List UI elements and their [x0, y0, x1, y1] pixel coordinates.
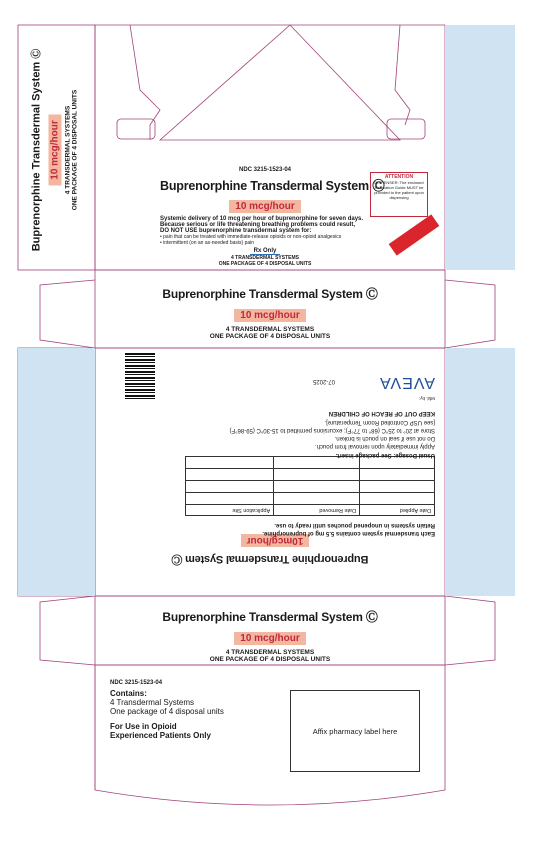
back-usual: Usual Dosage: See package insert. [335, 452, 435, 458]
attention-title: ATTENTION [384, 174, 414, 180]
back-mfr: Mfd. by: [418, 396, 435, 401]
back-panel [95, 348, 445, 596]
front-ndc: NDC 3215-1523-04 [238, 167, 292, 173]
table-header-cell: Date Removed [274, 505, 360, 516]
table-header-cell: Date Applied [360, 505, 435, 516]
front-desc3: DO NOT USE buprenorphine transdermal system for: [160, 228, 312, 234]
table-row [186, 493, 435, 505]
back-dose: 10mcg/hour [241, 534, 310, 547]
ciii-symbol: Ⓒ [372, 179, 385, 193]
bottom-flap-title: Buprenorphine Transdermal System Ⓒ [162, 610, 378, 624]
ciii-symbol: Ⓒ [365, 287, 378, 301]
bottom-use1: For Use in Opioid [110, 722, 177, 731]
blue-side-panel-left [18, 348, 95, 596]
front-rx: Rx Only [250, 248, 280, 255]
ciii-symbol: Ⓒ [31, 48, 43, 59]
table-header-row [186, 505, 435, 516]
middle-line2: ONE PACKAGE OF 4 DISPOSAL UNITS [209, 333, 331, 340]
front-dose: 10 mcg/hour [229, 200, 300, 213]
bottom-panel [110, 680, 270, 740]
front-title: Buprenorphine Transdermal System Ⓒ [160, 179, 385, 193]
bottom-use2: Experienced Patients Only [110, 731, 211, 740]
back-apply: Apply immediately upon removal from pouch. [314, 443, 435, 449]
front-foot1: 4 TRANSDERMAL SYSTEMS [231, 255, 299, 261]
table-header-cell: Application Site [186, 505, 274, 516]
back-each1: Each transdermal system contains 5.5 mg of buprenorphine. [262, 530, 435, 536]
middle-title: Buprenorphine Transdermal System Ⓒ [162, 287, 378, 301]
back-keep: KEEP OUT OF REACH OF CHILDREN [328, 410, 435, 416]
application-table [185, 456, 435, 516]
pharmacy-label-box [290, 690, 420, 772]
ciii-symbol: Ⓒ [171, 553, 183, 565]
bottom-flap-line1: 4 TRANSDERMAL SYSTEMS [225, 649, 315, 656]
middle-line1: 4 TRANSDERMAL SYSTEMS [225, 326, 315, 333]
front-panel [160, 167, 385, 267]
ciii-symbol: Ⓒ [365, 610, 378, 624]
back-each2: Retain systems in unopened pouches until ready to use. [274, 522, 435, 528]
bottom-flap-line2: ONE PACKAGE OF 4 DISPOSAL UNITS [209, 656, 331, 663]
back-title: Buprenorphine Transdermal System Ⓒ [171, 553, 369, 565]
table-row [186, 469, 435, 481]
side-panel-dose: 10 mcg/hour [49, 114, 62, 185]
bottom-ndc: NDC 3215-1523-04 [110, 680, 163, 686]
attention-box [370, 172, 428, 217]
side-panel-line1: 4 TRANSDERMAL SYSTEMS [64, 105, 72, 195]
table-row [186, 481, 435, 493]
back-date: 07-2025 [312, 378, 335, 384]
table-row [186, 457, 435, 469]
front-desc2: Because serious or life threatening breathing problems could result, [160, 222, 356, 228]
middle-flap [95, 285, 445, 340]
attention-body: DISPENSER: The enclosed Medication Guide MUST be provided to the patient upon dispensing [374, 180, 424, 200]
bottom-c2: One package of 4 disposal units [110, 707, 224, 716]
front-bullet1: • pain that can be treated with immediate-release opioids or non-opioid analgesics [160, 234, 342, 240]
front-bullet2: • intermittent (on an as-needed basis) pain [160, 240, 255, 246]
aveva-logo: AVEVA [379, 374, 435, 391]
bottom-c1: 4 Transdermal Systems [110, 698, 195, 707]
barcode [125, 353, 155, 401]
bottom-flap [95, 608, 445, 663]
side-panel-line2: ONE PACKAGE OF 4 DISPOSAL UNITS [71, 89, 79, 211]
side-panel [28, 28, 88, 273]
back-seal: Do not use if seal on pouch is broken. [334, 435, 435, 441]
blue-side-panel-top [445, 25, 515, 270]
blue-side-panel-right [445, 348, 515, 596]
middle-dose: 10 mcg/hour [234, 309, 305, 322]
bottom-flap-dose: 10 mcg/hour [234, 632, 305, 645]
pharmacy-label-text: Affix pharmacy label here [312, 726, 398, 736]
back-usp: [see USP Controlled Room Temperature]. [324, 419, 435, 425]
front-desc1: Systemic delivery of 10 mcg per hour of buprenorphine for seven days. [160, 216, 364, 222]
front-foot2: ONE PACKAGE OF 4 DISPOSAL UNITS [218, 261, 312, 267]
bottom-contains: Contains: [110, 689, 147, 698]
back-store: Store at 20° to 25°C (68° to 77°F); excursions permitted to 15-30°C (59-86°F) [229, 427, 435, 433]
side-panel-title: Buprenorphine Transdermal System Ⓒ [30, 48, 43, 252]
